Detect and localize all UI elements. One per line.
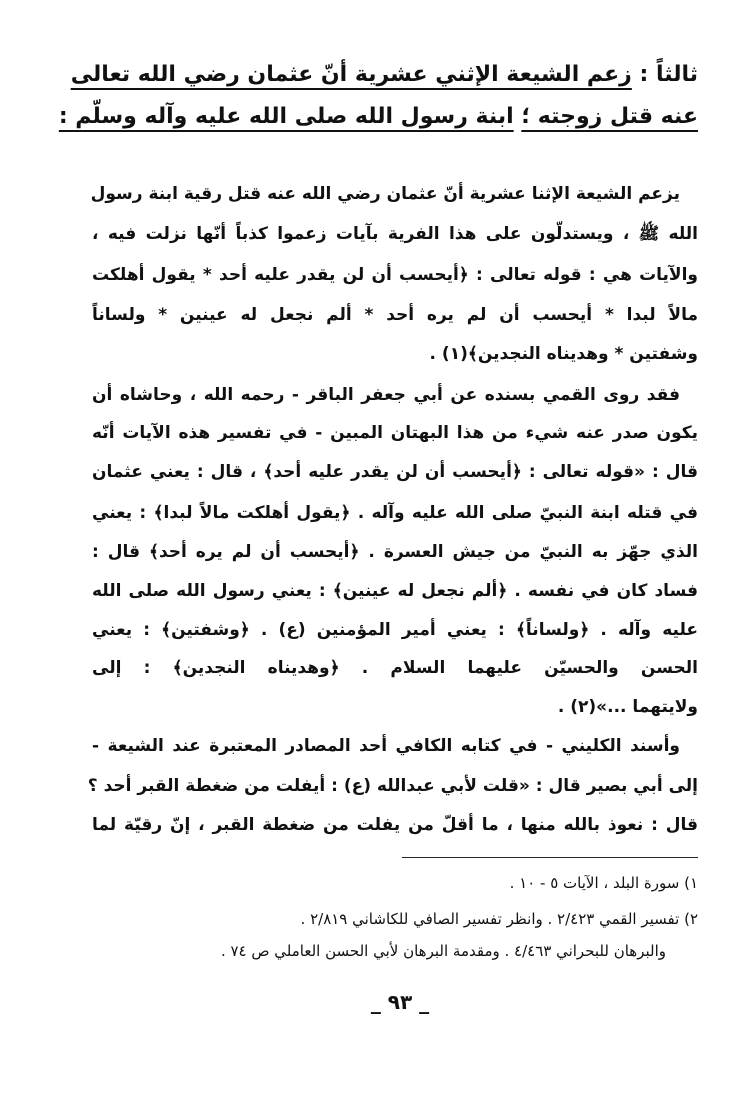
section-heading-line-2 <box>30 106 698 128</box>
paragraph-2-line-7: عليه وآله . ﴿ولساناً﴾ : يعني أمير المؤمنين (ع) . ﴿وشفتين﴾ : يعني <box>92 620 698 640</box>
paragraph-3-line-2: إلى أبي بصير قال : «قلت لأبي عبدالله (ع) : أيفلت من ضغطة القبر أحد ؟ <box>87 776 698 796</box>
paragraph-3-line-1: وأسند الكليني - في كتابه الكافي أحد المصادر المعتبرة عند الشيعة - <box>92 736 680 756</box>
paragraph-1-line-3: والآيات هي : قوله تعالى : ﴿أيحسب أن لن يقدر عليه أحد * يقول أهلكت <box>92 265 698 285</box>
paragraph-1-line-2: الله ﷺ ، ويستدلّون على هذا الفرية بآيات زعموا كذباً أنّها نزلت فيه ، <box>92 224 698 244</box>
paragraph-2-line-5: الذي جهّز به النبيّ من جيش العسرة . ﴿أيحسب أن لم يره أحد﴾ قال : <box>92 542 698 562</box>
paragraph-1-line-5: وشفتين * وهديناه النجدين﴾(١) . <box>429 344 698 364</box>
paragraph-2-line-1: فقد روى القمي بسنده عن أبي جعفر الباقر - رحمه الله ، وحاشاه أن <box>92 385 680 405</box>
paragraph-2-line-2: يكون صدر عنه شيء من هذا البهتان المبين - في تفسير هذه الآيات أنّه <box>92 423 698 443</box>
paragraph-2-line-6: فساد كان في نفسه . ﴿ألم نجعل له عينين﴾ : يعني رسول الله صلى الله <box>92 581 698 601</box>
paragraph-1-line-1: يزعم الشيعة الإثنا عشرية أنّ عثمان رضي الله عنه قتل رقية ابنة رسول <box>90 184 680 204</box>
section-title-part-2: عنه قتل زوجته ؛ <box>521 104 698 129</box>
paragraph-1-line-4: مالاً لبدا * أيحسب أن لم يره أحد * ألم نجعل له عينين * ولساناً <box>92 305 698 325</box>
paragraph-3-line-3: قال : نعوذ بالله منها ، ما أقلّ من يفلت من ضغطة القبر ، إنّ رقيّة لما <box>92 815 698 835</box>
paragraph-2-line-3: قال : «قوله تعالى : ﴿أيحسب أن لن يقدر عليه أحد﴾ ، قال : يعني عثمان <box>92 462 698 482</box>
paragraph-2-line-4: في قتله ابنة النبيّ صلى الله عليه وآله . ﴿يقول أهلكت مالاً لبدا﴾ : يعني <box>92 503 698 523</box>
section-heading-line-1 <box>30 64 698 86</box>
section-label: ثالثاً : <box>639 62 698 87</box>
footnote-2-line-1: ٢) تفسير القمي ٢/٤٢٣ . وانظر تفسير الصافي للكاشاني ٢/٨١٩ . <box>300 910 698 928</box>
footnote-divider <box>402 857 698 858</box>
footnote-2-line-2: والبرهان للبحراني ٤/٤٦٣ . ومقدمة البرهان لأبي الحسن العاملي ص ٧٤ . <box>220 942 666 960</box>
paragraph-2-line-9: ولايتهما ...»(٢) . <box>557 697 698 717</box>
footnote-1: ١) سورة البلد ، الآيات ٥ - ١٠ . <box>509 874 698 892</box>
paragraph-2-line-8: الحسن والحسيّن عليهما السلام . ﴿وهديناه النجدين﴾ : إلى <box>92 658 698 678</box>
section-title-part-3: ابنة رسول الله صلى الله عليه وآله وسلّم : <box>58 104 514 129</box>
section-title-part-1: زعم الشيعة الإثني عشرية أنّ عثمان رضي الله تعالى <box>70 62 632 87</box>
page-number: _ ٩٣ _ <box>370 990 430 1014</box>
